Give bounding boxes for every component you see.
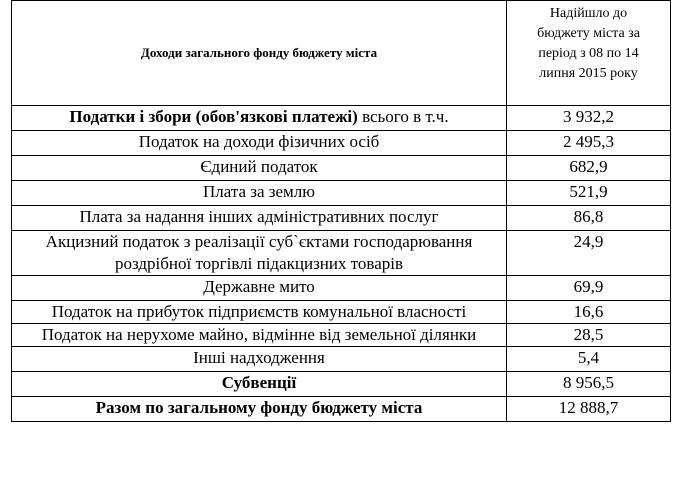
table-row bbox=[12, 181, 671, 206]
table-row bbox=[12, 347, 671, 372]
row-value: 8 956,5 bbox=[507, 372, 671, 397]
row-label-grand-total: Разом по загальному фонду бюджету міста bbox=[12, 397, 507, 422]
row-value: 24,9 bbox=[507, 231, 671, 276]
table-row bbox=[12, 301, 671, 324]
table-row bbox=[12, 106, 671, 131]
table-row bbox=[12, 372, 671, 397]
row-value: 2 495,3 bbox=[507, 131, 671, 156]
table-row bbox=[12, 231, 671, 276]
row-value: 682,9 bbox=[507, 156, 671, 181]
header-revenue-category: Доходи загального фонду бюджету міста bbox=[12, 1, 507, 106]
table-row bbox=[12, 324, 671, 347]
header-received-period: Надійшло до бюджету міста за період з 08 по 14 липня 2015 року bbox=[507, 1, 671, 106]
row-value: 86,8 bbox=[507, 206, 671, 231]
row-value: 5,4 bbox=[507, 347, 671, 372]
row-label: Податок на доходи фізичних осіб bbox=[12, 131, 507, 156]
table-row bbox=[12, 206, 671, 231]
row-value: 3 932,2 bbox=[507, 106, 671, 131]
row-label: Державне мито bbox=[12, 276, 507, 301]
table-header-row bbox=[12, 1, 671, 106]
row-label: Плата за землю bbox=[12, 181, 507, 206]
row-value-grand-total: 12 888,7 bbox=[507, 397, 671, 422]
row-label: Плата за надання інших адміністративних послуг bbox=[12, 206, 507, 231]
row-value: 69,9 bbox=[507, 276, 671, 301]
row-label: Податок на прибуток підприємств комунальної власності bbox=[12, 301, 507, 324]
table-row bbox=[12, 276, 671, 301]
row-label-taxes-total: Податки і збори (обов'язкові платежі) всього в т.ч. bbox=[12, 106, 507, 131]
budget-revenue-table bbox=[11, 0, 671, 422]
row-label: Інші надходження bbox=[12, 347, 507, 372]
row-label: Податок на нерухоме майно, відмінне від земельної ділянки bbox=[12, 324, 507, 347]
row-label-subventions: Субвенції bbox=[12, 372, 507, 397]
row-value: 521,9 bbox=[507, 181, 671, 206]
table-row bbox=[12, 131, 671, 156]
row-value: 16,6 bbox=[507, 301, 671, 324]
table-row bbox=[12, 156, 671, 181]
row-label: Акцизний податок з реалізації суб`єктами господарювання роздрібної торгівлі підакцизних товарів bbox=[12, 231, 507, 276]
row-label: Єдиний податок bbox=[12, 156, 507, 181]
row-value: 28,5 bbox=[507, 324, 671, 347]
table-row-total bbox=[12, 397, 671, 422]
